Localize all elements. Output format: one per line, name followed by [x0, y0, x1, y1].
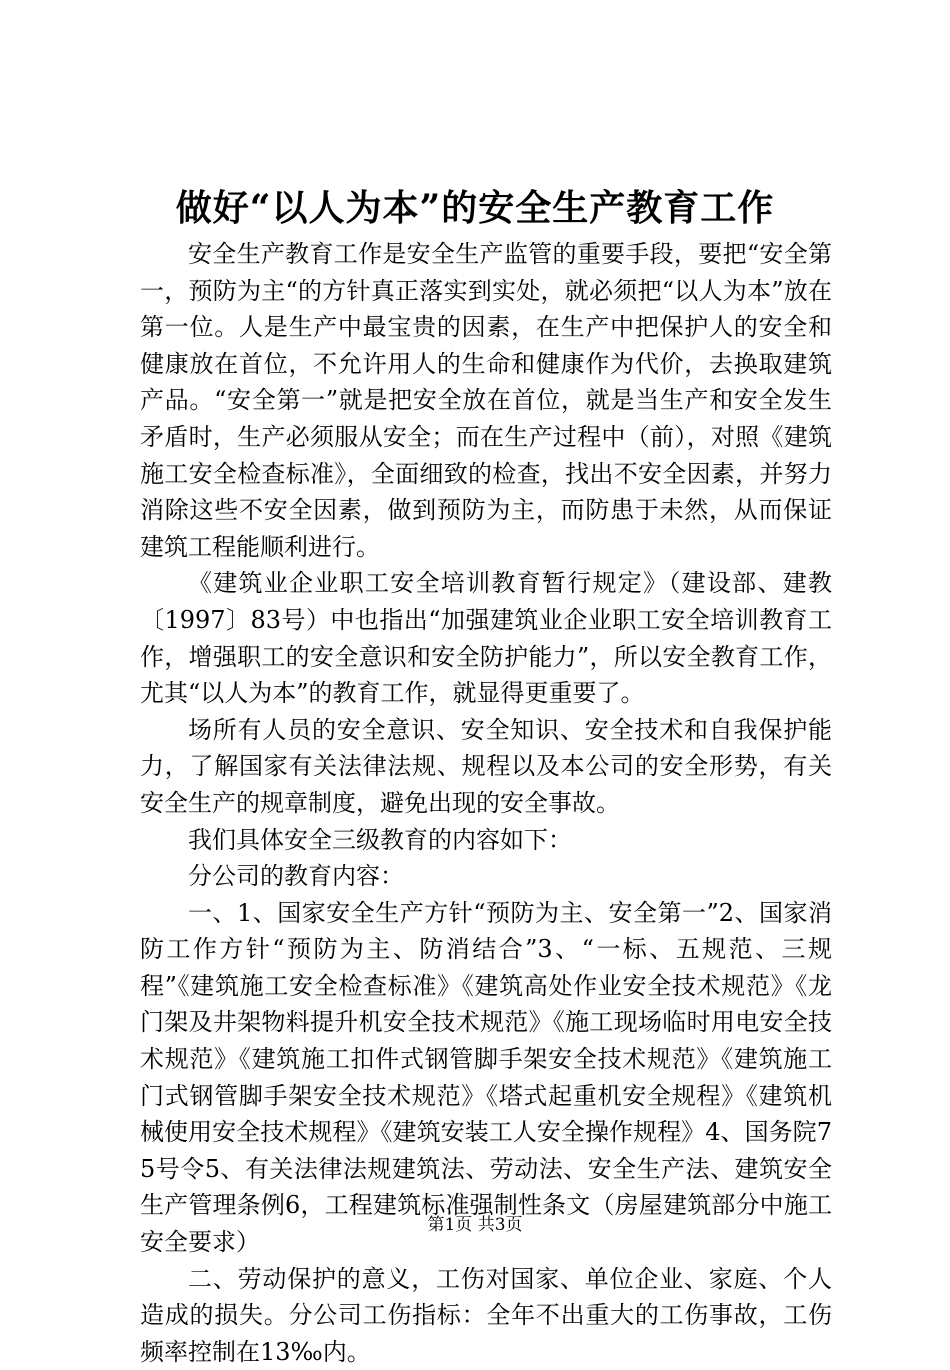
paragraph-5: 分公司的教育内容：	[188, 862, 404, 891]
paragraph-7: 二、劳动保护的意义，工伤对国家、单位企业、家庭、个人造成的损失。分公司工伤指标：全年不出重大的工伤事故，工伤频率控制在13‰内。	[140, 1264, 832, 1366]
paragraph-4: 我们具体安全三级教育的内容如下：	[188, 825, 572, 854]
document-body	[140, 236, 832, 1370]
paragraph-2: 《建筑业企业职工安全培训教育暂行规定》（建设部、建教〔1997〕83号）中也指出“加强建筑业企业职工安全培训教育工作，增强职工的安全意识和安全防护能力”，所以安全教育工作，尤其“以人为本”的教育工作，就显得更重要了。	[140, 569, 832, 708]
page-footer: 第1页 共3页	[427, 1215, 523, 1235]
paragraph-3: 场所有人员的安全意识、安全知识、安全技术和自我保护能力，了解国家有关法律法规、规程以及本公司的安全形势，有关安全生产的规章制度，避免出现的安全事故。	[140, 715, 832, 817]
paragraph-6: 一、1、国家安全生产方针“预防为主、安全第一”2、国家消防工作方针“预防为主、防消结合”3、“一标、五规范、三规程”《建筑施工安全检查标准》《建筑高处作业安全技术规范》《龙门架及井架物料提升机安全技术规范》《施工现场临时用电安全技术规范》《建筑施工扣件式钢管脚手架安全技术规范》《建筑施工门式钢管脚手架安全技术规范》《塔式起重机安全规程》《建筑机械使用安全技术规程》《建筑安装工人安全操作规程》4、国务院75号令5、有关法律法规建筑法、劳动法、安全生产法、建筑安全生产管理条例6，工程建筑标准强制性条文（房屋建筑部分中施工安全要求）	[140, 898, 832, 1257]
document-title: 做好“以人为本”的安全生产教育工作	[175, 187, 775, 229]
paragraph-1: 安全生产教育工作是安全生产监管的重要手段，要把“安全第一，预防为主“的方针真正落实到实处，就必须把“以人为本”放在第一位。人是生产中最宝贵的因素，在生产中把保护人的安全和健康放在首位，不允许用人的生命和健康作为代价，去换取建筑产品。“安全第一”就是把安全放在首位，就是当生产和安全发生矛盾时，生产必须服从安全；而在生产过程中（前），对照《建筑施工安全检查标准》，全面细致的检查，找出不安全因素，并努力消除这些不安全因素，做到预防为主，而防患于未然，从而保证建筑工程能顺利进行。	[140, 240, 832, 561]
